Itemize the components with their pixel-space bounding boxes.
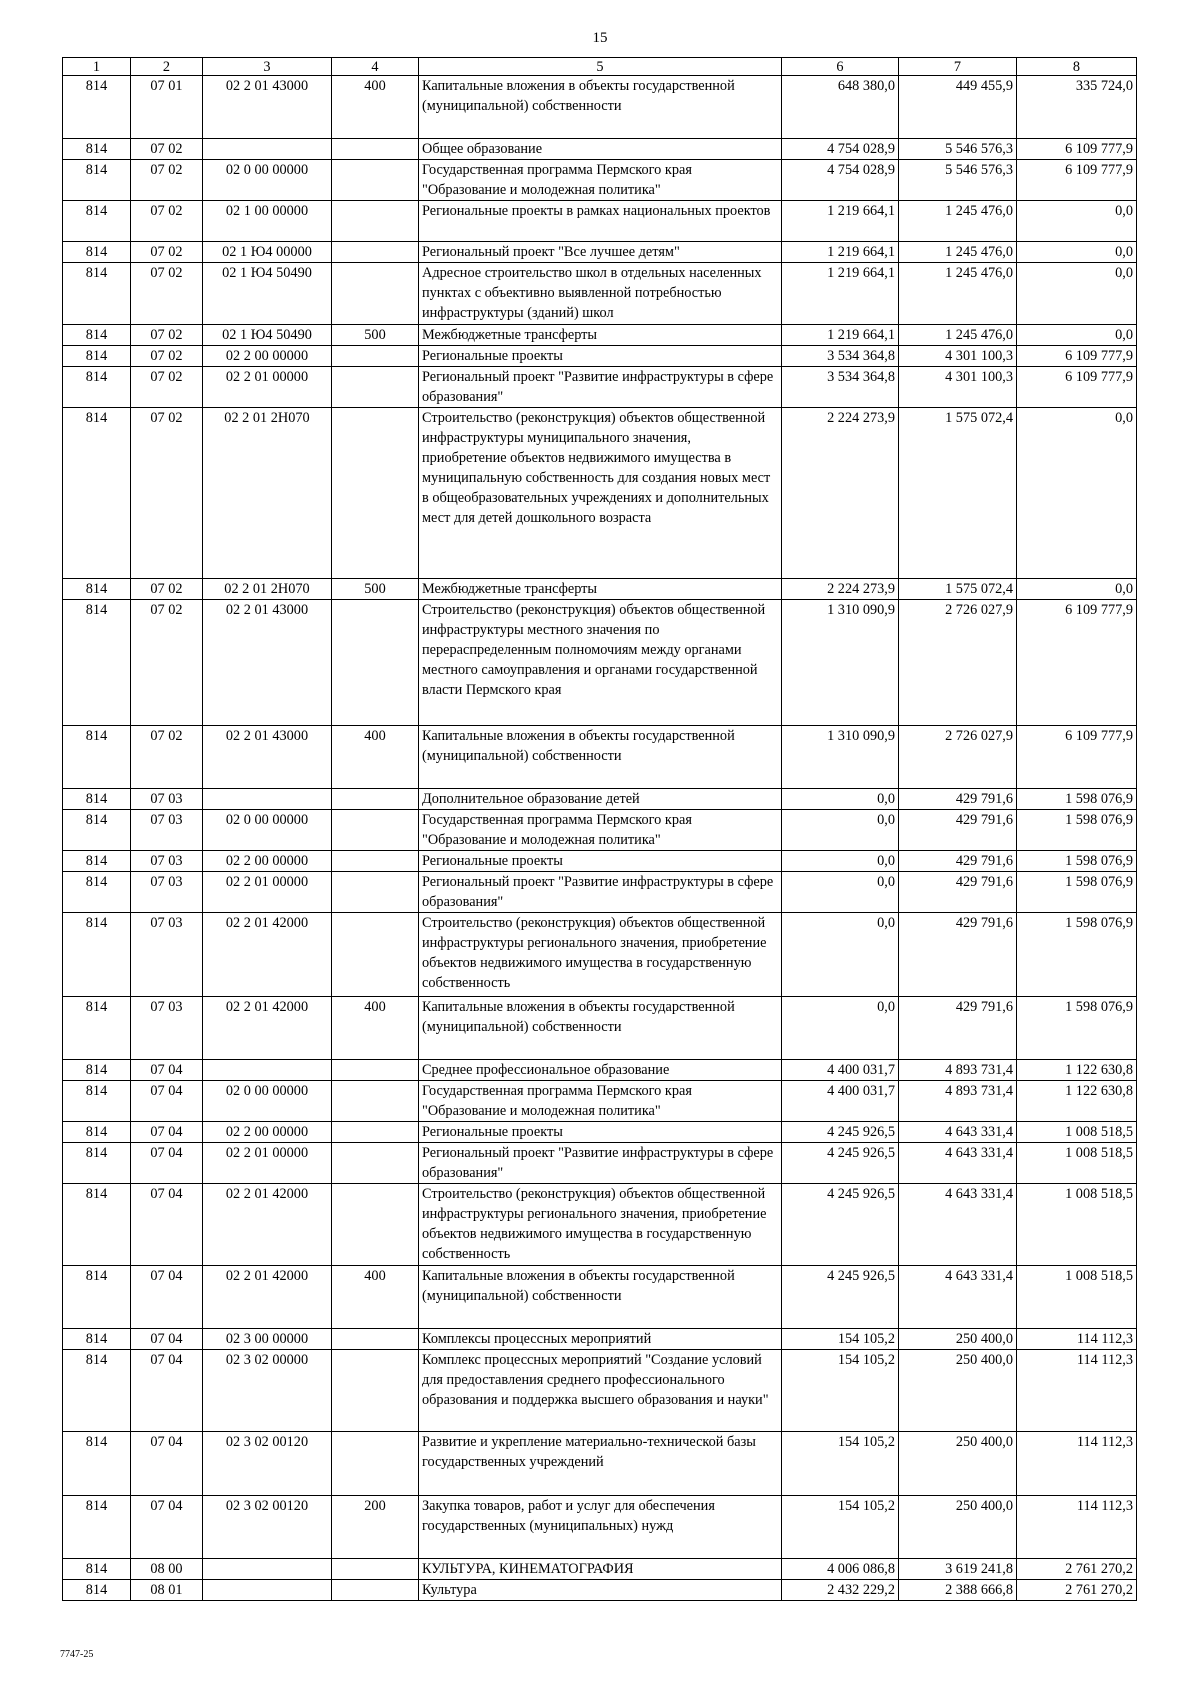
admin-code-cell: 814 [63, 726, 131, 789]
target-article-cell: 02 0 00 00000 [203, 810, 332, 851]
admin-code-cell: 814 [63, 1266, 131, 1329]
table-row [63, 346, 1137, 367]
amount-year2-cell: 3 619 241,8 [899, 1559, 1017, 1580]
target-article-cell: 02 2 00 00000 [203, 346, 332, 367]
section-code-cell: 07 04 [131, 1350, 203, 1432]
description-cell: Капитальные вложения в объекты государственной (муниципальной) собственности [419, 76, 782, 139]
target-article-cell: 02 1 00 00000 [203, 201, 332, 242]
amount-year2-cell: 4 893 731,4 [899, 1081, 1017, 1122]
section-code-cell: 07 03 [131, 872, 203, 913]
expense-type-cell [332, 1432, 419, 1496]
expense-type-cell [332, 1184, 419, 1266]
section-code-cell: 07 03 [131, 789, 203, 810]
amount-year3-cell: 114 112,3 [1017, 1350, 1137, 1432]
amount-year3-cell: 1 008 518,5 [1017, 1184, 1137, 1266]
section-code-cell: 07 04 [131, 1329, 203, 1350]
table-row [63, 1143, 1137, 1184]
amount-year1-cell: 4 006 086,8 [782, 1559, 899, 1580]
amount-year3-cell: 0,0 [1017, 201, 1137, 242]
target-article-cell: 02 2 01 00000 [203, 872, 332, 913]
description-cell: Комплексы процессных мероприятий [419, 1329, 782, 1350]
target-article-cell: 02 2 01 00000 [203, 1143, 332, 1184]
table-row [63, 1060, 1137, 1081]
admin-code-cell: 814 [63, 913, 131, 997]
target-article-cell: 02 2 01 43000 [203, 726, 332, 789]
amount-year1-cell: 4 754 028,9 [782, 139, 899, 160]
admin-code-cell: 814 [63, 872, 131, 913]
target-article-cell: 02 2 01 42000 [203, 913, 332, 997]
amount-year2-cell: 4 643 331,4 [899, 1266, 1017, 1329]
amount-year2-cell: 250 400,0 [899, 1496, 1017, 1559]
expense-type-cell [332, 242, 419, 263]
description-cell: Культура [419, 1580, 782, 1601]
table-row [63, 913, 1137, 997]
expense-type-cell [332, 1350, 419, 1432]
target-article-cell: 02 2 01 2Н070 [203, 579, 332, 600]
expense-type-cell [332, 1329, 419, 1350]
table-row [63, 1432, 1137, 1496]
description-cell: Капитальные вложения в объекты государственной (муниципальной) собственности [419, 1266, 782, 1329]
amount-year1-cell: 154 105,2 [782, 1350, 899, 1432]
amount-year2-cell: 4 643 331,4 [899, 1143, 1017, 1184]
section-code-cell: 07 03 [131, 997, 203, 1060]
section-code-cell: 07 04 [131, 1432, 203, 1496]
admin-code-cell: 814 [63, 1143, 131, 1184]
expense-type-cell [332, 139, 419, 160]
expense-type-cell [332, 600, 419, 726]
amount-year3-cell: 6 109 777,9 [1017, 367, 1137, 408]
table-row [63, 997, 1137, 1060]
amount-year2-cell: 5 546 576,3 [899, 139, 1017, 160]
description-cell: Региональный проект "Развитие инфраструктуры в сфере образования" [419, 367, 782, 408]
amount-year1-cell: 2 224 273,9 [782, 579, 899, 600]
amount-year3-cell: 0,0 [1017, 242, 1137, 263]
table-row [63, 263, 1137, 325]
amount-year2-cell: 250 400,0 [899, 1350, 1017, 1432]
expense-type-cell: 500 [332, 579, 419, 600]
section-code-cell: 07 02 [131, 242, 203, 263]
amount-year1-cell: 3 534 364,8 [782, 367, 899, 408]
section-code-cell: 07 01 [131, 76, 203, 139]
table-row [63, 139, 1137, 160]
section-code-cell: 07 02 [131, 139, 203, 160]
expense-type-cell [332, 346, 419, 367]
description-cell: Строительство (реконструкция) объектов общественной инфраструктуры регионального значения, приобретение объектов недвижимого имущества в государственную собственность [419, 913, 782, 997]
section-code-cell: 08 01 [131, 1580, 203, 1601]
table-row [63, 789, 1137, 810]
description-cell: Государственная программа Пермского края "Образование и молодежная политика" [419, 1081, 782, 1122]
section-code-cell: 07 02 [131, 160, 203, 201]
admin-code-cell: 814 [63, 242, 131, 263]
target-article-cell [203, 1559, 332, 1580]
amount-year2-cell: 429 791,6 [899, 913, 1017, 997]
amount-year2-cell: 429 791,6 [899, 810, 1017, 851]
amount-year2-cell: 449 455,9 [899, 76, 1017, 139]
amount-year3-cell: 1 008 518,5 [1017, 1143, 1137, 1184]
description-cell: Общее образование [419, 139, 782, 160]
expense-type-cell: 400 [332, 726, 419, 789]
amount-year1-cell: 4 400 031,7 [782, 1081, 899, 1122]
section-code-cell: 07 02 [131, 201, 203, 242]
amount-year1-cell: 4 245 926,5 [782, 1122, 899, 1143]
admin-code-cell: 814 [63, 997, 131, 1060]
admin-code-cell: 814 [63, 1060, 131, 1081]
table-row [63, 579, 1137, 600]
description-cell: КУЛЬТУРА, КИНЕМАТОГРАФИЯ [419, 1559, 782, 1580]
table-header [63, 58, 1137, 76]
expense-type-cell [332, 789, 419, 810]
admin-code-cell: 814 [63, 1184, 131, 1266]
expense-type-cell: 400 [332, 997, 419, 1060]
admin-code-cell: 814 [63, 789, 131, 810]
table-row [63, 76, 1137, 139]
amount-year3-cell: 1 598 076,9 [1017, 872, 1137, 913]
admin-code-cell: 814 [63, 325, 131, 346]
admin-code-cell: 814 [63, 1122, 131, 1143]
amount-year1-cell: 4 400 031,7 [782, 1060, 899, 1081]
expense-type-cell [332, 1580, 419, 1601]
table-row [63, 1496, 1137, 1559]
expense-type-cell [332, 872, 419, 913]
target-article-cell: 02 0 00 00000 [203, 1081, 332, 1122]
target-article-cell: 02 2 00 00000 [203, 1122, 332, 1143]
column-header: 2 [131, 58, 203, 76]
target-article-cell: 02 1 Ю4 00000 [203, 242, 332, 263]
table-row [63, 1350, 1137, 1432]
amount-year2-cell: 1 575 072,4 [899, 408, 1017, 579]
amount-year2-cell: 1 245 476,0 [899, 201, 1017, 242]
amount-year2-cell: 5 546 576,3 [899, 160, 1017, 201]
target-article-cell: 02 2 01 43000 [203, 600, 332, 726]
amount-year3-cell: 1 122 630,8 [1017, 1060, 1137, 1081]
section-code-cell: 07 02 [131, 408, 203, 579]
expense-type-cell [332, 367, 419, 408]
target-article-cell: 02 3 02 00120 [203, 1496, 332, 1559]
column-header: 3 [203, 58, 332, 76]
expense-type-cell [332, 1122, 419, 1143]
expense-type-cell [332, 1060, 419, 1081]
expense-type-cell [332, 913, 419, 997]
table-body [63, 76, 1137, 1601]
amount-year2-cell: 429 791,6 [899, 872, 1017, 913]
expense-type-cell: 500 [332, 325, 419, 346]
amount-year3-cell: 335 724,0 [1017, 76, 1137, 139]
target-article-cell: 02 2 01 43000 [203, 76, 332, 139]
table-row [63, 1081, 1137, 1122]
budget-table [62, 57, 1137, 1601]
admin-code-cell: 814 [63, 139, 131, 160]
page-number: 15 [592, 30, 608, 46]
target-article-cell [203, 1580, 332, 1601]
amount-year2-cell: 2 388 666,8 [899, 1580, 1017, 1601]
amount-year3-cell: 0,0 [1017, 325, 1137, 346]
amount-year3-cell: 6 109 777,9 [1017, 160, 1137, 201]
document-code: 7747-25 [60, 1649, 94, 1660]
section-code-cell: 07 03 [131, 810, 203, 851]
target-article-cell [203, 1060, 332, 1081]
amount-year1-cell: 0,0 [782, 997, 899, 1060]
description-cell: Развитие и укрепление материально-технической базы государственных учреждений [419, 1432, 782, 1496]
admin-code-cell: 814 [63, 579, 131, 600]
description-cell: Региональный проект "Развитие инфраструктуры в сфере образования" [419, 872, 782, 913]
section-code-cell: 07 04 [131, 1496, 203, 1559]
section-code-cell: 07 04 [131, 1122, 203, 1143]
description-cell: Государственная программа Пермского края "Образование и молодежная политика" [419, 160, 782, 201]
amount-year1-cell: 0,0 [782, 872, 899, 913]
amount-year1-cell: 648 380,0 [782, 76, 899, 139]
amount-year1-cell: 0,0 [782, 789, 899, 810]
expense-type-cell: 200 [332, 1496, 419, 1559]
description-cell: Адресное строительство школ в отдельных населенных пунктах с объективно выявленной потребностью инфраструктуры (зданий) школ [419, 263, 782, 325]
amount-year2-cell: 4 643 331,4 [899, 1122, 1017, 1143]
amount-year1-cell: 154 105,2 [782, 1432, 899, 1496]
amount-year1-cell: 0,0 [782, 913, 899, 997]
target-article-cell: 02 0 00 00000 [203, 160, 332, 201]
amount-year2-cell: 429 791,6 [899, 851, 1017, 872]
table-row [63, 242, 1137, 263]
amount-year3-cell: 0,0 [1017, 263, 1137, 325]
table-row [63, 1122, 1137, 1143]
section-code-cell: 07 02 [131, 325, 203, 346]
table-row [63, 325, 1137, 346]
expense-type-cell [332, 1081, 419, 1122]
target-article-cell [203, 789, 332, 810]
column-header: 1 [63, 58, 131, 76]
table-row [63, 872, 1137, 913]
expense-type-cell [332, 263, 419, 325]
amount-year3-cell: 1 598 076,9 [1017, 810, 1137, 851]
amount-year3-cell: 6 109 777,9 [1017, 726, 1137, 789]
section-code-cell: 07 03 [131, 913, 203, 997]
expense-type-cell [332, 851, 419, 872]
amount-year1-cell: 2 432 229,2 [782, 1580, 899, 1601]
amount-year3-cell: 1 122 630,8 [1017, 1081, 1137, 1122]
section-code-cell: 07 02 [131, 346, 203, 367]
expense-type-cell [332, 201, 419, 242]
amount-year2-cell: 4 301 100,3 [899, 346, 1017, 367]
amount-year3-cell: 2 761 270,2 [1017, 1580, 1137, 1601]
table-row [63, 408, 1137, 579]
admin-code-cell: 814 [63, 1559, 131, 1580]
amount-year1-cell: 0,0 [782, 810, 899, 851]
amount-year2-cell: 250 400,0 [899, 1432, 1017, 1496]
admin-code-cell: 814 [63, 1081, 131, 1122]
table-row [63, 851, 1137, 872]
amount-year3-cell: 1 598 076,9 [1017, 997, 1137, 1060]
expense-type-cell [332, 160, 419, 201]
admin-code-cell: 814 [63, 1496, 131, 1559]
amount-year1-cell: 4 754 028,9 [782, 160, 899, 201]
table-row [63, 600, 1137, 726]
admin-code-cell: 814 [63, 1350, 131, 1432]
amount-year1-cell: 1 219 664,1 [782, 263, 899, 325]
section-code-cell: 07 04 [131, 1266, 203, 1329]
amount-year2-cell: 4 893 731,4 [899, 1060, 1017, 1081]
description-cell: Региональные проекты [419, 346, 782, 367]
description-cell: Комплекс процессных мероприятий "Создание условий для предоставления среднего профессионального образования и поддержка высшего образования и науки" [419, 1350, 782, 1432]
amount-year3-cell: 1 598 076,9 [1017, 913, 1137, 997]
description-cell: Строительство (реконструкция) объектов общественной инфраструктуры муниципального значения, приобретение объектов недвижимого имущества в муниципальную собственность для создания новых мест в общеобразовательных учреждениях и дополнительных мест для детей дошкольного возраста [419, 408, 782, 579]
target-article-cell: 02 3 02 00120 [203, 1432, 332, 1496]
column-header: 8 [1017, 58, 1137, 76]
description-cell: Капитальные вложения в объекты государственной (муниципальной) собственности [419, 997, 782, 1060]
section-code-cell: 07 02 [131, 579, 203, 600]
target-article-cell: 02 1 Ю4 50490 [203, 263, 332, 325]
description-cell: Закупка товаров, работ и услуг для обеспечения государственных (муниципальных) нужд [419, 1496, 782, 1559]
amount-year1-cell: 4 245 926,5 [782, 1143, 899, 1184]
admin-code-cell: 814 [63, 1432, 131, 1496]
target-article-cell: 02 2 01 2Н070 [203, 408, 332, 579]
amount-year1-cell: 2 224 273,9 [782, 408, 899, 579]
amount-year3-cell: 6 109 777,9 [1017, 139, 1137, 160]
expense-type-cell [332, 810, 419, 851]
expense-type-cell: 400 [332, 76, 419, 139]
amount-year2-cell: 2 726 027,9 [899, 726, 1017, 789]
section-code-cell: 07 04 [131, 1184, 203, 1266]
amount-year1-cell: 1 219 664,1 [782, 201, 899, 242]
description-cell: Дополнительное образование детей [419, 789, 782, 810]
amount-year3-cell: 1 598 076,9 [1017, 851, 1137, 872]
amount-year2-cell: 250 400,0 [899, 1329, 1017, 1350]
amount-year2-cell: 429 791,6 [899, 789, 1017, 810]
target-article-cell: 02 3 02 00000 [203, 1350, 332, 1432]
amount-year2-cell: 2 726 027,9 [899, 600, 1017, 726]
table-row [63, 160, 1137, 201]
target-article-cell: 02 2 01 42000 [203, 1184, 332, 1266]
description-cell: Строительство (реконструкция) объектов общественной инфраструктуры регионального значения, приобретение объектов недвижимого имущества в государственную собственность [419, 1184, 782, 1266]
table-row [63, 1559, 1137, 1580]
amount-year1-cell: 4 245 926,5 [782, 1184, 899, 1266]
description-cell: Среднее профессиональное образование [419, 1060, 782, 1081]
amount-year1-cell: 1 310 090,9 [782, 600, 899, 726]
admin-code-cell: 814 [63, 1580, 131, 1601]
admin-code-cell: 814 [63, 263, 131, 325]
section-code-cell: 07 02 [131, 726, 203, 789]
section-code-cell: 07 04 [131, 1081, 203, 1122]
admin-code-cell: 814 [63, 346, 131, 367]
amount-year1-cell: 0,0 [782, 851, 899, 872]
amount-year3-cell: 1 008 518,5 [1017, 1122, 1137, 1143]
description-cell: Государственная программа Пермского края "Образование и молодежная политика" [419, 810, 782, 851]
table-row [63, 1266, 1137, 1329]
amount-year2-cell: 4 643 331,4 [899, 1184, 1017, 1266]
header-row [63, 58, 1137, 76]
section-code-cell: 07 02 [131, 600, 203, 726]
amount-year1-cell: 1 219 664,1 [782, 325, 899, 346]
amount-year3-cell: 1 008 518,5 [1017, 1266, 1137, 1329]
amount-year3-cell: 6 109 777,9 [1017, 346, 1137, 367]
amount-year2-cell: 1 575 072,4 [899, 579, 1017, 600]
column-header: 6 [782, 58, 899, 76]
amount-year3-cell: 114 112,3 [1017, 1496, 1137, 1559]
expense-type-cell: 400 [332, 1266, 419, 1329]
target-article-cell: 02 1 Ю4 50490 [203, 325, 332, 346]
table-row [63, 1329, 1137, 1350]
column-header: 5 [419, 58, 782, 76]
amount-year3-cell: 0,0 [1017, 579, 1137, 600]
admin-code-cell: 814 [63, 408, 131, 579]
section-code-cell: 07 02 [131, 367, 203, 408]
amount-year1-cell: 154 105,2 [782, 1329, 899, 1350]
admin-code-cell: 814 [63, 600, 131, 726]
target-article-cell: 02 3 00 00000 [203, 1329, 332, 1350]
column-header: 4 [332, 58, 419, 76]
target-article-cell: 02 2 01 42000 [203, 1266, 332, 1329]
target-article-cell: 02 2 00 00000 [203, 851, 332, 872]
section-code-cell: 07 04 [131, 1143, 203, 1184]
admin-code-cell: 814 [63, 810, 131, 851]
table-row [63, 367, 1137, 408]
amount-year2-cell: 1 245 476,0 [899, 263, 1017, 325]
section-code-cell: 08 00 [131, 1559, 203, 1580]
target-article-cell: 02 2 01 00000 [203, 367, 332, 408]
target-article-cell [203, 139, 332, 160]
table-row [63, 201, 1137, 242]
description-cell: Межбюджетные трансферты [419, 325, 782, 346]
amount-year3-cell: 114 112,3 [1017, 1432, 1137, 1496]
table-row [63, 810, 1137, 851]
description-cell: Капитальные вложения в объекты государственной (муниципальной) собственности [419, 726, 782, 789]
expense-type-cell [332, 1143, 419, 1184]
admin-code-cell: 814 [63, 367, 131, 408]
amount-year1-cell: 1 219 664,1 [782, 242, 899, 263]
amount-year3-cell: 2 761 270,2 [1017, 1559, 1137, 1580]
amount-year1-cell: 3 534 364,8 [782, 346, 899, 367]
section-code-cell: 07 04 [131, 1060, 203, 1081]
description-cell: Межбюджетные трансферты [419, 579, 782, 600]
section-code-cell: 07 03 [131, 851, 203, 872]
amount-year3-cell: 6 109 777,9 [1017, 600, 1137, 726]
admin-code-cell: 814 [63, 1329, 131, 1350]
target-article-cell: 02 2 01 42000 [203, 997, 332, 1060]
table-row [63, 1184, 1137, 1266]
amount-year2-cell: 429 791,6 [899, 997, 1017, 1060]
section-code-cell: 07 02 [131, 263, 203, 325]
amount-year3-cell: 0,0 [1017, 408, 1137, 579]
description-cell: Региональный проект "Развитие инфраструктуры в сфере образования" [419, 1143, 782, 1184]
expense-type-cell [332, 408, 419, 579]
amount-year3-cell: 1 598 076,9 [1017, 789, 1137, 810]
table-row [63, 726, 1137, 789]
amount-year2-cell: 4 301 100,3 [899, 367, 1017, 408]
table-row [63, 1580, 1137, 1601]
amount-year2-cell: 1 245 476,0 [899, 242, 1017, 263]
amount-year1-cell: 4 245 926,5 [782, 1266, 899, 1329]
amount-year1-cell: 154 105,2 [782, 1496, 899, 1559]
expense-type-cell [332, 1559, 419, 1580]
admin-code-cell: 814 [63, 201, 131, 242]
admin-code-cell: 814 [63, 851, 131, 872]
description-cell: Региональный проект "Все лучшее детям" [419, 242, 782, 263]
description-cell: Региональные проекты в рамках национальных проектов [419, 201, 782, 242]
amount-year3-cell: 114 112,3 [1017, 1329, 1137, 1350]
description-cell: Региональные проекты [419, 851, 782, 872]
description-cell: Строительство (реконструкция) объектов общественной инфраструктуры местного значения по перераспределенным полномочиям между органами местного самоуправления и органами государственной власти Пермского края [419, 600, 782, 726]
amount-year1-cell: 1 310 090,9 [782, 726, 899, 789]
column-header: 7 [899, 58, 1017, 76]
admin-code-cell: 814 [63, 76, 131, 139]
description-cell: Региональные проекты [419, 1122, 782, 1143]
admin-code-cell: 814 [63, 160, 131, 201]
amount-year2-cell: 1 245 476,0 [899, 325, 1017, 346]
